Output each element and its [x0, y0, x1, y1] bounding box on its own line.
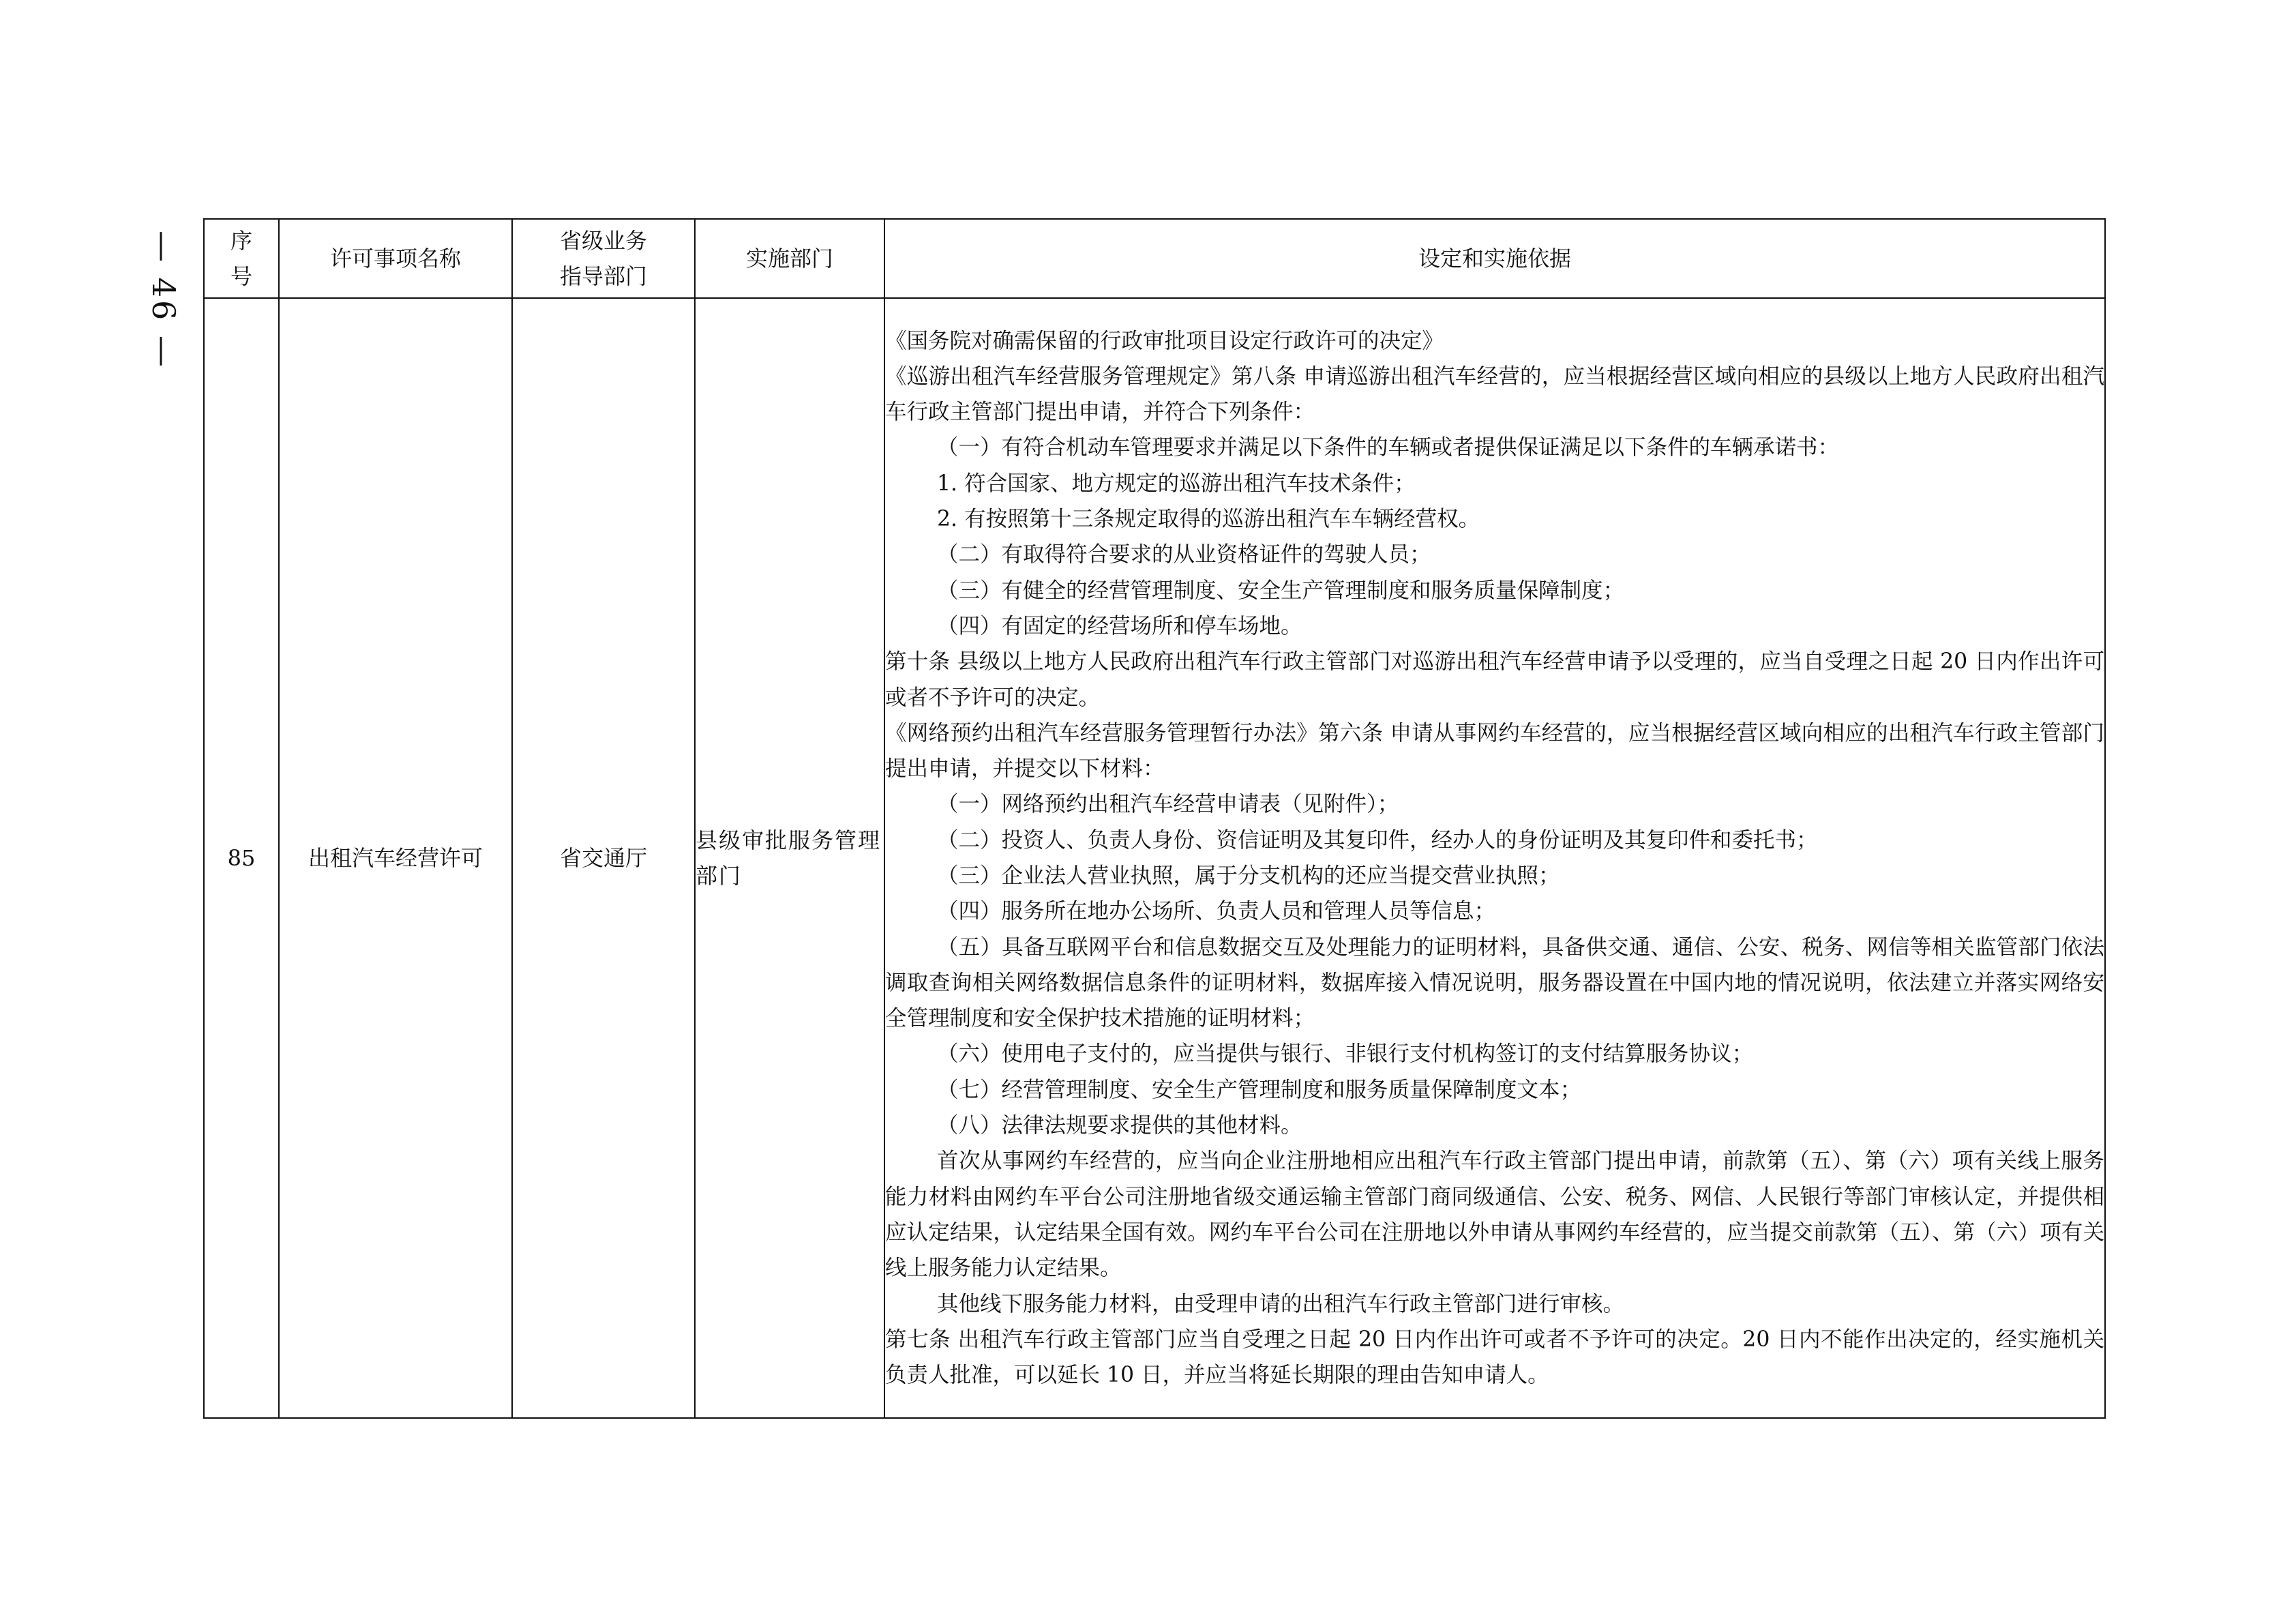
basis-paragraph: 《巡游出租汽车经营服务管理规定》第八条 申请巡游出租汽车经营的，应当根据经营区域向相应的县级以上地方人民政府出租汽车行政主管部门提出申请，并符合下列条件：: [885, 364, 2104, 425]
header-guide-dept: [512, 219, 695, 298]
header-seq: [204, 219, 279, 298]
header-permit-name: 许可事项名称: [279, 219, 512, 298]
header-seq-line-2: 号: [230, 263, 252, 289]
cell-permit-name: 出租汽车经营许可: [279, 298, 512, 1418]
basis-paragraph: （四）服务所在地办公场所、负责人员和管理人员等信息；: [937, 899, 1496, 924]
table-row: [204, 298, 2105, 1418]
basis-paragraph: （三）有健全的经营管理制度、安全生产管理制度和服务质量保障制度；: [937, 578, 1625, 603]
basis-paragraph: （一）网络预约出租汽车经营申请表（见附件）；: [937, 792, 1399, 817]
table-header-row: [204, 219, 2105, 298]
basis-paragraph: 1. 符合国家、地方规定的巡游出租汽车技术条件；: [937, 471, 1416, 496]
basis-paragraph: 首次从事网约车经营的，应当向企业注册地相应出租汽车行政主管部门提出申请，前款第（五）、第（六）项有关线上服务能力材料由网约车平台公司注册地省级交通运输主管部门商同级通信、公安、税务、网信、人民银行等部门审核认定，并提供相应认定结果，认定结果全国有效。网约车平台公司在注册地以外申请从事网约车经营的，应当提交前款第（五）、第（六）项有关线上服务能力认定结果。: [885, 1149, 2104, 1281]
cell-impl-dept: 县级审批服务管理部门: [695, 298, 884, 1418]
basis-paragraph: （六）使用电子支付的，应当提供与银行、非银行支付机构签订的支付结算服务协议；: [937, 1042, 1754, 1067]
cell-seq: 85: [204, 298, 279, 1418]
basis-text: [885, 323, 2104, 1393]
permit-table: [203, 218, 2106, 1419]
header-impl-dept: 实施部门: [695, 219, 884, 298]
basis-paragraph: （二）投资人、负责人身份、资信证明及其复印件，经办人的身份证明及其复印件和委托书；: [937, 827, 1818, 853]
page-number-text: — 46 —: [145, 231, 182, 370]
basis-paragraph: 第十条 县级以上地方人民政府出租汽车行政主管部门对巡游出租汽车经营申请予以受理的，应当自受理之日起 20 日内作出许可或者不予许可的决定。: [885, 649, 2104, 710]
cell-guide-dept: 省交通厅: [512, 298, 695, 1418]
basis-paragraph: 第七条 出租汽车行政主管部门应当自受理之日起 20 日内作出许可或者不予许可的决定。20 日内不能作出决定的，经实施机关负责人批准，可以延长 10 日，并应当将延长期限的理由告知申请人。: [885, 1327, 2104, 1388]
basis-paragraph: 2. 有按照第十三条规定取得的巡游出租汽车车辆经营权。: [937, 507, 1480, 532]
page-number: [136, 218, 191, 382]
header-guide-line-1: 省级业务: [559, 228, 647, 254]
basis-paragraph: （七）经营管理制度、安全生产管理制度和服务质量保障制度文本；: [937, 1077, 1582, 1102]
header-guide-line-2: 指导部门: [559, 263, 647, 289]
cell-basis: [884, 298, 2105, 1418]
basis-paragraph: 《国务院对确需保留的行政审批项目设定行政许可的决定》: [885, 328, 1444, 353]
header-basis: 设定和实施依据: [884, 219, 2105, 298]
basis-paragraph: 《网络预约出租汽车经营服务管理暂行办法》第六条 申请从事网约车经营的，应当根据经营区域向相应的出租汽车行政主管部门提出申请，并提交以下材料：: [885, 720, 2104, 782]
basis-paragraph: （三）企业法人营业执照，属于分支机构的还应当提交营业执照；: [937, 863, 1560, 888]
basis-paragraph: （五）具备互联网平台和信息数据交互及处理能力的证明材料，具备供交通、通信、公安、税务、网信等相关监管部门依法调取查询相关网络数据信息条件的证明材料，数据库接入情况说明，服务器设置在中国内地的情况说明，依法建立并落实网络安全管理制度和安全保护技术措施的证明材料；: [885, 934, 2104, 1031]
basis-paragraph: （二）有取得符合要求的从业资格证件的驾驶人员；: [937, 542, 1431, 567]
basis-paragraph: 其他线下服务能力材料，由受理申请的出租汽车行政主管部门进行审核。: [937, 1291, 1625, 1316]
basis-paragraph: （八）法律法规要求提供的其他材料。: [937, 1113, 1302, 1138]
basis-paragraph: （四）有固定的经营场所和停车场地。: [937, 613, 1302, 638]
header-seq-line-1: 序: [230, 228, 252, 254]
basis-paragraph: （一）有符合机动车管理要求并满足以下条件的车辆或者提供保证满足以下条件的车辆承诺书：: [937, 435, 1840, 460]
